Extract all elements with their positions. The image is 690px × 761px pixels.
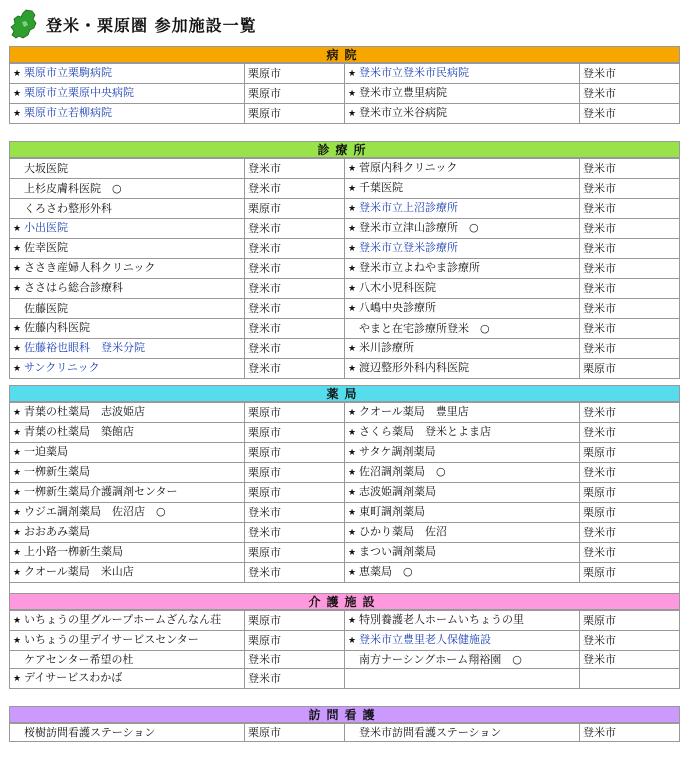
city-cell: 登米市 — [580, 159, 680, 179]
table-row — [10, 443, 680, 463]
facility-name: くろさわ整形外科 — [24, 202, 112, 215]
facility-name-cell[interactable] — [345, 199, 580, 219]
star-icon: ★ — [348, 224, 357, 234]
star-icon: ★ — [13, 408, 22, 418]
facility-name: 八木小児科医院 — [359, 281, 436, 294]
table-row — [10, 319, 680, 339]
facility-name-cell[interactable] — [345, 239, 580, 259]
star-icon: ★ — [348, 164, 357, 174]
facility-name-cell — [10, 279, 245, 299]
star-icon: ★ — [13, 284, 22, 294]
star-icon: ★ — [348, 109, 357, 119]
facility-name-cell — [345, 339, 580, 359]
facility-name-cell — [10, 503, 245, 523]
table-row — [10, 339, 680, 359]
star-icon: ★ — [13, 224, 22, 234]
facility-name-cell — [10, 651, 245, 669]
table-row — [10, 199, 680, 219]
facility-name-cell — [345, 543, 580, 563]
facility-name-cell[interactable] — [10, 64, 245, 84]
facility-name-cell — [10, 443, 245, 463]
table-row — [10, 64, 680, 84]
facility-name-cell — [10, 543, 245, 563]
table-row — [10, 563, 680, 583]
city-cell: 登米市 — [580, 219, 680, 239]
facility-name-cell — [10, 319, 245, 339]
facility-name-cell — [345, 159, 580, 179]
facility-name-cell — [345, 219, 580, 239]
table-row — [10, 279, 680, 299]
star-icon: ★ — [348, 488, 357, 498]
city-cell — [580, 669, 680, 689]
facility-name: 青葉の杜薬局 志波姫店 — [24, 405, 145, 418]
star-icon: ★ — [348, 69, 357, 79]
section-header: 介護施設 — [9, 593, 680, 610]
city-cell: 登米市 — [580, 259, 680, 279]
facility-name-cell — [10, 179, 245, 199]
star-icon: ★ — [13, 508, 22, 518]
facility-name-cell — [10, 199, 245, 219]
city-cell: 栗原市 — [580, 483, 680, 503]
facility-name-cell — [345, 724, 580, 742]
facility-name: 渡辺整形外科内科医院 — [359, 361, 469, 374]
star-icon: ★ — [348, 364, 357, 374]
star-icon: ★ — [13, 548, 22, 558]
facility-name: 南方ナーシングホーム翔裕園 ○ — [359, 653, 522, 666]
section-header: 病院 — [9, 46, 680, 63]
city-cell: 栗原市 — [245, 483, 345, 503]
facility-name-cell — [345, 611, 580, 631]
facility-name: 菅原内科クリニック — [359, 161, 458, 174]
star-icon: ★ — [348, 304, 357, 314]
star-icon: ★ — [13, 89, 22, 99]
facility-name-cell[interactable] — [10, 359, 245, 379]
star-icon: ★ — [348, 616, 357, 626]
city-cell: 登米市 — [245, 651, 345, 669]
facility-name: 佐沼調剤薬局 ○ — [359, 465, 446, 478]
facility-name: 佐藤内科医院 — [24, 321, 90, 334]
facility-link[interactable]: 登米市立登米市民病院 — [359, 66, 469, 79]
star-icon: ★ — [348, 408, 357, 418]
facility-name: 登米市立津山診療所 ○ — [359, 221, 479, 234]
facility-name: デイサービスわかば — [24, 671, 123, 684]
facility-name-cell — [345, 563, 580, 583]
city-cell: 栗原市 — [245, 443, 345, 463]
facility-name: やまと在宅診療所登米 ○ — [359, 322, 490, 335]
city-cell: 栗原市 — [245, 463, 345, 483]
city-cell: 登米市 — [245, 563, 345, 583]
table-row — [10, 724, 680, 742]
facility-name-cell — [345, 279, 580, 299]
city-cell: 栗原市 — [245, 64, 345, 84]
facility-table — [9, 63, 680, 124]
facility-name-cell — [345, 423, 580, 443]
star-icon: ★ — [348, 204, 357, 214]
section-clinic — [9, 141, 680, 379]
facility-name-cell[interactable] — [10, 219, 245, 239]
table-row — [10, 259, 680, 279]
table-row — [10, 611, 680, 631]
table-row — [10, 239, 680, 259]
facility-name: ウジエ調剤薬局 佐沼店 ○ — [24, 505, 166, 518]
facility-table — [9, 723, 680, 742]
city-cell: 登米市 — [580, 84, 680, 104]
facility-name-cell — [345, 299, 580, 319]
star-icon: ★ — [13, 109, 22, 119]
facility-name: ひかり薬局 佐沼 — [359, 525, 447, 538]
facility-name-cell — [10, 563, 245, 583]
facility-name: 青葉の杜薬局 築館店 — [24, 425, 134, 438]
facility-name: 志波姫調剤薬局 — [359, 485, 436, 498]
star-icon: ★ — [13, 468, 22, 478]
city-cell: 登米市 — [245, 523, 345, 543]
city-cell: 登米市 — [245, 299, 345, 319]
facility-name-cell — [345, 443, 580, 463]
facility-name-cell — [345, 651, 580, 669]
star-icon: ★ — [348, 264, 357, 274]
star-icon: ★ — [348, 636, 357, 646]
facility-name: 米川診療所 — [359, 341, 414, 354]
star-icon: ★ — [13, 244, 22, 254]
city-cell: 登米市 — [245, 339, 345, 359]
facility-name: まつい調剤薬局 — [359, 545, 436, 558]
city-cell: 登米市 — [580, 463, 680, 483]
table-row — [10, 483, 680, 503]
star-icon: ★ — [13, 448, 22, 458]
city-cell: 登米市 — [580, 403, 680, 423]
facility-name: 東町調剤薬局 — [359, 505, 425, 518]
city-cell: 登米市 — [245, 219, 345, 239]
star-icon: ★ — [13, 428, 22, 438]
facility-name-cell — [345, 179, 580, 199]
page-title: 登米・栗原圏 参加施設一覧 — [46, 15, 257, 35]
table-row — [10, 669, 680, 689]
city-cell: 栗原市 — [245, 199, 345, 219]
section-nursing — [9, 706, 680, 742]
city-cell: 登米市 — [580, 319, 680, 339]
section-hospital — [9, 46, 680, 124]
table-row — [10, 543, 680, 563]
facility-name: いちょうの里デイサービスセンター — [24, 633, 199, 646]
star-icon: ★ — [348, 568, 357, 578]
table-row — [10, 423, 680, 443]
facility-name: 佐幸医院 — [24, 241, 68, 254]
section-pharmacy — [9, 385, 680, 601]
facility-name: 八嶋中央診療所 — [359, 301, 436, 314]
facility-name-cell — [10, 523, 245, 543]
star-icon: ★ — [348, 89, 357, 99]
facility-name-cell — [10, 463, 245, 483]
facility-name: 大坂医院 — [24, 162, 68, 175]
city-cell: 登米市 — [580, 339, 680, 359]
facility-name: 千葉医院 — [359, 181, 403, 194]
facility-name-cell[interactable] — [10, 84, 245, 104]
facility-table — [9, 402, 680, 601]
star-icon: ★ — [348, 548, 357, 558]
city-cell: 登米市 — [580, 523, 680, 543]
section-care — [9, 593, 680, 689]
table-row — [10, 179, 680, 199]
facility-name: 上杉皮膚科医院 ○ — [24, 182, 122, 195]
city-cell: 登米市 — [245, 279, 345, 299]
facility-name: ささき産婦人科クリニック — [24, 261, 156, 274]
city-cell: 登米市 — [580, 199, 680, 219]
city-cell: 登米市 — [245, 669, 345, 689]
star-icon: ★ — [13, 674, 22, 684]
facility-name-cell — [10, 239, 245, 259]
facility-name: クオール薬局 豊里店 — [359, 405, 469, 418]
facility-name-cell — [345, 503, 580, 523]
city-cell: 登米市 — [245, 179, 345, 199]
facility-name-cell — [345, 319, 580, 339]
facility-name-cell — [345, 359, 580, 379]
facility-name: クオール薬局 米山店 — [24, 565, 134, 578]
facility-name-cell — [10, 669, 245, 689]
facility-name: 登米市立米谷病院 — [359, 106, 447, 119]
city-cell: 登米市 — [580, 651, 680, 669]
section-header: 診療所 — [9, 141, 680, 158]
facility-link[interactable]: 佐藤裕也眼科 登米分院 — [24, 341, 145, 354]
star-icon: ★ — [348, 508, 357, 518]
facility-name-cell[interactable] — [345, 64, 580, 84]
facility-link[interactable]: 栗原市立栗原中央病院 — [24, 86, 134, 99]
city-cell: 登米市 — [580, 543, 680, 563]
city-cell: 栗原市 — [580, 503, 680, 523]
city-cell: 登米市 — [245, 259, 345, 279]
city-cell: 栗原市 — [245, 403, 345, 423]
star-icon: ★ — [13, 364, 22, 374]
star-icon: ★ — [13, 488, 22, 498]
star-icon: ★ — [13, 344, 22, 354]
facility-name-cell[interactable] — [345, 631, 580, 651]
city-cell: 栗原市 — [245, 104, 345, 124]
facility-link[interactable]: サンクリニック — [24, 361, 100, 374]
facility-name: 上小路一栁新生薬局 — [24, 545, 123, 558]
city-cell: 栗原市 — [580, 611, 680, 631]
city-cell: 栗原市 — [245, 724, 345, 742]
star-icon: ★ — [13, 616, 22, 626]
star-icon: ★ — [13, 324, 22, 334]
facility-name: ケアセンター希望の杜 — [24, 653, 134, 666]
facility-name-cell — [10, 159, 245, 179]
facility-name: 登米市立豊里病院 — [359, 86, 447, 99]
facility-name-cell — [10, 259, 245, 279]
facility-name-cell — [10, 423, 245, 443]
facility-name: いちょうの里グループホームざんなん荘 — [24, 613, 222, 626]
table-row — [10, 299, 680, 319]
city-cell: 登米市 — [245, 239, 345, 259]
table-row — [10, 159, 680, 179]
section-header: 訪問看護 — [9, 706, 680, 723]
facility-name-cell — [345, 403, 580, 423]
facility-name-cell — [345, 669, 580, 689]
facility-name-cell — [10, 483, 245, 503]
city-cell: 栗原市 — [580, 359, 680, 379]
facility-name: 登米市立よねやま診療所 — [359, 261, 480, 274]
facility-name-cell[interactable] — [10, 339, 245, 359]
facility-table — [9, 610, 680, 689]
page-header — [8, 6, 257, 42]
star-icon: ★ — [348, 184, 357, 194]
facility-name-cell — [345, 104, 580, 124]
facility-link[interactable]: 小出医院 — [24, 221, 68, 234]
facility-name-cell — [10, 724, 245, 742]
facility-name-cell — [345, 259, 580, 279]
city-cell: 登米市 — [245, 159, 345, 179]
city-cell: 登米市 — [580, 279, 680, 299]
table-row — [10, 219, 680, 239]
facility-link[interactable]: 栗原市立栗駒病院 — [24, 66, 112, 79]
table-row — [10, 104, 680, 124]
facility-name-cell — [345, 483, 580, 503]
city-cell: 登米市 — [245, 319, 345, 339]
facility-name: 一栁新生薬局介護調剤センター — [24, 485, 178, 498]
facility-name: 特別養護老人ホームいちょうの里 — [359, 613, 524, 626]
facility-name-cell — [345, 523, 580, 543]
city-cell: 登米市 — [580, 631, 680, 651]
city-cell: 栗原市 — [245, 423, 345, 443]
star-icon: ★ — [348, 344, 357, 354]
city-cell: 栗原市 — [580, 443, 680, 463]
star-icon: ★ — [348, 468, 357, 478]
city-cell: 登米市 — [580, 724, 680, 742]
city-cell: 栗原市 — [245, 543, 345, 563]
facility-name: 恵薬局 ○ — [359, 565, 413, 578]
facility-name-cell — [10, 299, 245, 319]
city-cell: 登米市 — [580, 179, 680, 199]
facility-link[interactable]: 登米市立豊里老人保健施設 — [359, 633, 491, 646]
city-cell: 栗原市 — [245, 631, 345, 651]
star-icon: ★ — [348, 528, 357, 538]
table-row — [10, 359, 680, 379]
table-row — [10, 503, 680, 523]
facility-table — [9, 158, 680, 379]
facility-name: 桜樹訪問看護ステーション — [24, 726, 156, 739]
city-cell: 栗原市 — [245, 84, 345, 104]
star-icon: ★ — [13, 636, 22, 646]
city-cell: 登米市 — [580, 239, 680, 259]
table-row — [10, 463, 680, 483]
table-row — [10, 403, 680, 423]
table-row — [10, 523, 680, 543]
facility-name: 登米市訪問看護ステーション — [359, 726, 502, 739]
city-cell: 栗原市 — [580, 563, 680, 583]
city-cell: 登米市 — [245, 503, 345, 523]
facility-name-cell — [10, 631, 245, 651]
facility-name-cell[interactable] — [10, 104, 245, 124]
section-header: 薬局 — [9, 385, 680, 402]
facility-name: サタケ調剤薬局 — [359, 445, 436, 458]
facility-name: 佐藤医院 — [24, 302, 68, 315]
facility-name-cell — [10, 403, 245, 423]
star-icon: ★ — [348, 448, 357, 458]
facility-name: おおあみ薬局 — [24, 525, 90, 538]
table-row — [10, 631, 680, 651]
star-icon: ★ — [348, 428, 357, 438]
facility-name-cell — [10, 611, 245, 631]
facility-link[interactable]: 登米市立登米診療所 — [359, 241, 458, 254]
facility-name: さくら薬局 登米とよま店 — [359, 425, 491, 438]
star-icon: ★ — [348, 284, 357, 294]
table-row — [10, 84, 680, 104]
city-cell: 登米市 — [580, 64, 680, 84]
facility-link[interactable]: 登米市立上沼診療所 — [359, 201, 458, 214]
star-icon: ★ — [13, 528, 22, 538]
facility-name-cell — [345, 463, 580, 483]
facility-link[interactable]: 栗原市立若柳病院 — [24, 106, 112, 119]
city-cell: 栗原市 — [245, 611, 345, 631]
facility-name: 一栁新生薬局 — [24, 465, 90, 478]
table-row — [10, 651, 680, 669]
facility-name: ささはら総合診療科 — [24, 281, 123, 294]
region-map-icon — [8, 8, 40, 40]
city-cell: 登米市 — [580, 423, 680, 443]
facility-name: 一迫薬局 — [24, 445, 68, 458]
facility-name-cell — [345, 84, 580, 104]
city-cell: 登米市 — [580, 104, 680, 124]
city-cell: 登米市 — [245, 359, 345, 379]
star-icon: ★ — [13, 264, 22, 274]
city-cell: 登米市 — [580, 299, 680, 319]
star-icon: ★ — [13, 568, 22, 578]
star-icon: ★ — [13, 69, 22, 79]
star-icon: ★ — [348, 244, 357, 254]
